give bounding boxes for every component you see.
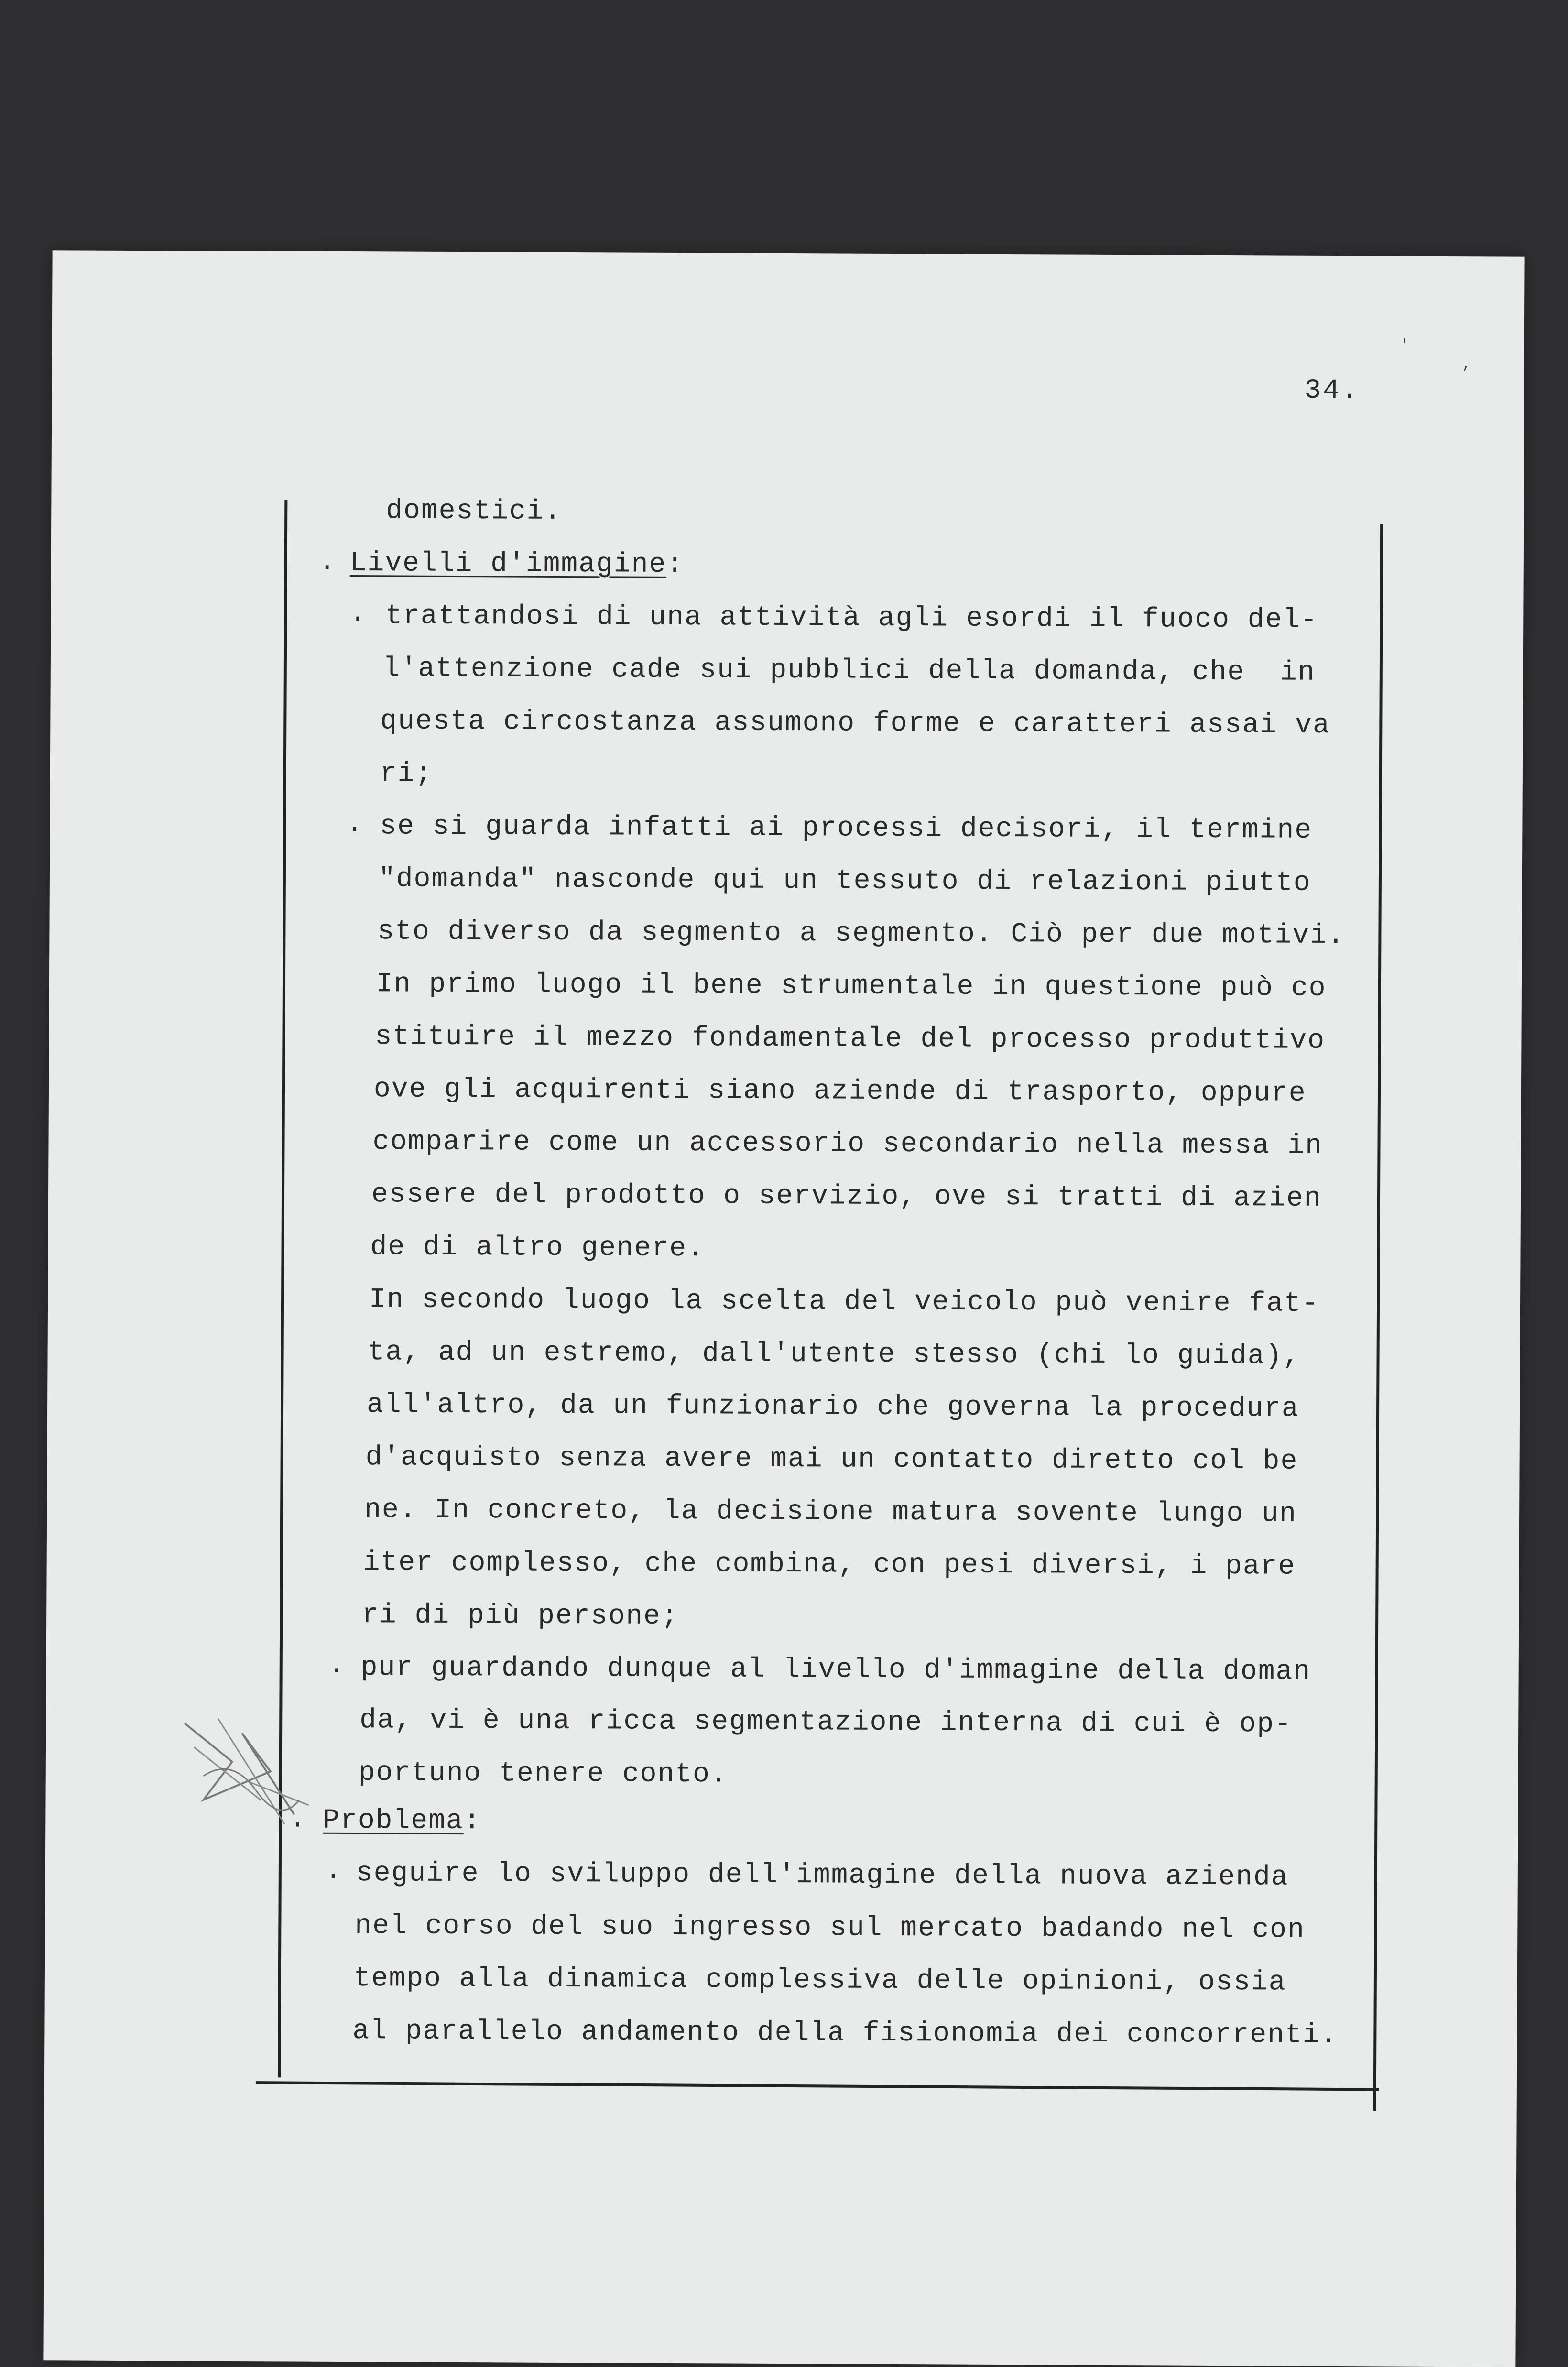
bullet-dot: . (289, 1804, 306, 1835)
text-line: ne. In concreto, la decisione matura sovente lungo un (364, 1494, 1297, 1530)
text-line: d'acquisto senza avere mai un contatto diretto col be (365, 1442, 1298, 1477)
bullet-dot: . (349, 598, 367, 630)
left-margin-rule (278, 500, 287, 2077)
document-page (43, 250, 1524, 2367)
text-line: portuno tenere conto. (358, 1757, 728, 1790)
page-number: 34. (1304, 375, 1360, 407)
text-line: "domanda" nasconde qui un tessuto di relazioni piutto (378, 863, 1311, 899)
text-line: nel corso del suo ingresso sul mercato badando nel con (355, 1910, 1305, 1946)
bullet-dot: . (346, 808, 363, 840)
text-line: ri; (380, 758, 433, 790)
section-heading-text: Livelli d'immagine (349, 548, 667, 580)
section-heading-problema (323, 1805, 481, 1837)
text-line: pur guardando dunque al livello d'immagine della doman (360, 1652, 1311, 1688)
bottom-rule (256, 2081, 1379, 2091)
text-line: tempo alla dinamica complessiva delle opinioni, ossia (353, 1963, 1286, 1998)
heading-colon: : (463, 1806, 481, 1837)
text-line: In secondo luogo la scelta del veicolo può venire fat- (369, 1284, 1319, 1320)
text-line: seguire lo sviluppo dell'immagine della nuova azienda (356, 1858, 1289, 1893)
text-line: l'attenzione cade sui pubblici della domanda, che in (382, 653, 1316, 688)
bullet-dot: . (328, 1649, 345, 1681)
text-line: ove gli acquirenti siano aziende di trasporto, oppure (373, 1074, 1307, 1109)
text-line: comparire come un accessorio secondario nella messa in (372, 1126, 1323, 1162)
text-line: iter complesso, che combina, con pesi diversi, i pare (363, 1547, 1296, 1582)
text-line: In primo luogo il bene strumentale in questione può co (376, 969, 1327, 1004)
right-margin-rule (1373, 524, 1383, 2111)
text-line: trattandosi di una attività agli esordi il fuoco del- (385, 600, 1318, 636)
text-line: all'altro, da un funzionario che governa la procedura (366, 1389, 1299, 1425)
text-line: essere del prodotto o servizio, ove si tratti di azien (371, 1179, 1322, 1214)
heading-colon: : (666, 549, 685, 581)
text-line: se si guarda infatti ai processi decisori, il termine (380, 811, 1313, 846)
text-line: domestici. (386, 495, 562, 527)
corner-mark: ' (1400, 337, 1409, 354)
bullet-dot: . (318, 546, 336, 578)
text-line: de di altro genere. (370, 1232, 705, 1265)
section-heading-livelli (350, 548, 685, 580)
text-line: da, vi è una ricca segmentazione interna di cui è op- (359, 1705, 1293, 1740)
text-line: stituire il mezzo fondamentale del processo produttivo (375, 1021, 1326, 1057)
text-line: ri di più persone; (362, 1600, 679, 1633)
text-line: al parallelo andamento della fisionomia dei concorrenti. (352, 2016, 1338, 2051)
corner-mark: , (1462, 357, 1471, 373)
bullet-dot: . (325, 1855, 342, 1887)
text-line: sto diverso da segmento a segmento. Ciò per due motivi. (377, 916, 1345, 952)
text-line: ta, ad un estremo, dall'utente stesso (chi lo guida), (368, 1337, 1301, 1372)
section-heading-text: Problema (323, 1805, 464, 1837)
text-line: questa circostanza assumono forme e caratteri assai va (380, 706, 1330, 741)
